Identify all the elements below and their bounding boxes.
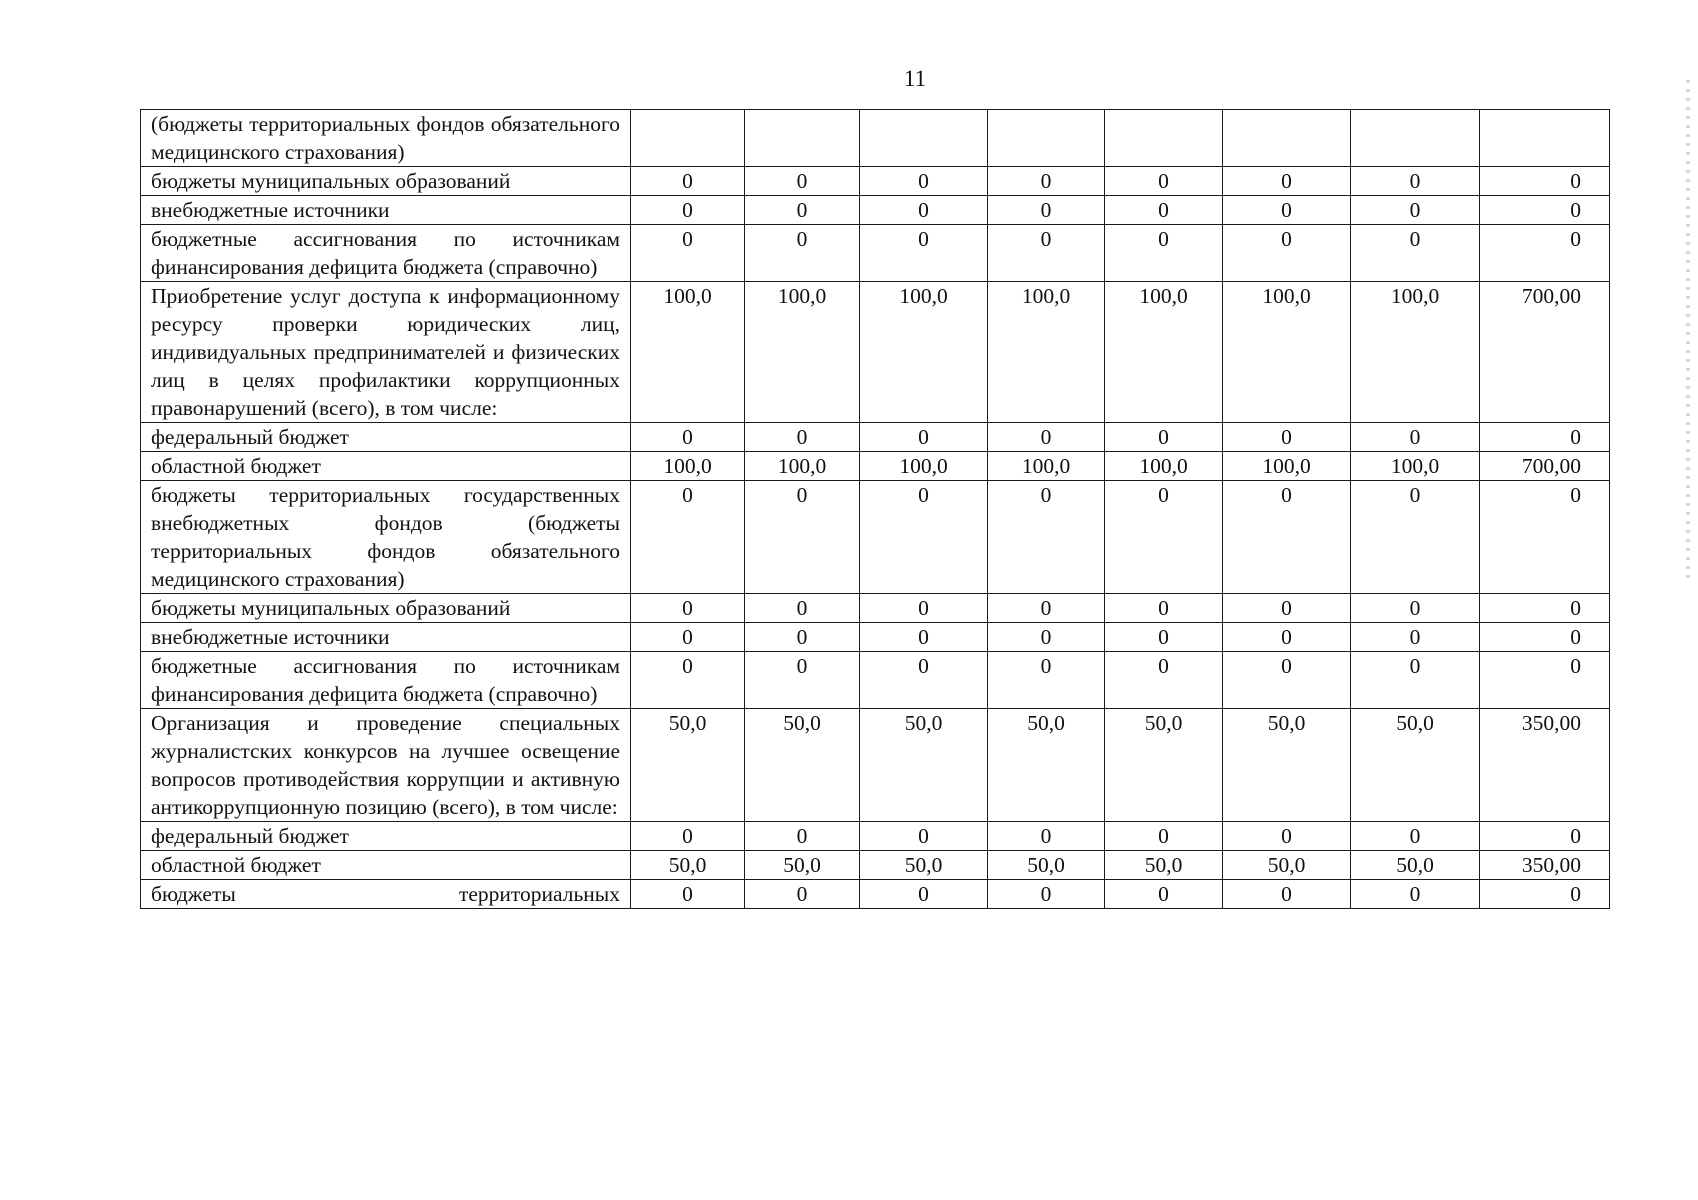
row-value-cell: 50,0 <box>745 851 860 880</box>
row-value-cell: 0 <box>1105 225 1223 282</box>
row-value-cell: 0 <box>1351 167 1480 196</box>
row-value-cell: 0 <box>988 623 1105 652</box>
row-value-cell: 100,0 <box>1223 282 1351 423</box>
row-value-cell: 50,0 <box>631 851 745 880</box>
row-value-cell: 0 <box>1351 880 1480 909</box>
row-value-cell: 100,0 <box>745 452 860 481</box>
row-value-cell: 0 <box>631 196 745 225</box>
row-label: федеральный бюджет <box>141 822 631 851</box>
page-number: 11 <box>903 66 927 91</box>
table-row <box>141 225 1610 282</box>
row-value-cell: 0 <box>988 225 1105 282</box>
row-value-cell: 0 <box>860 225 988 282</box>
row-value-cell: 0 <box>860 423 988 452</box>
row-value-cell: 0 <box>1105 880 1223 909</box>
row-value-cell: 0 <box>1351 623 1480 652</box>
row-value-cell: 100,0 <box>988 452 1105 481</box>
table-row <box>141 481 1610 594</box>
row-value-cell: 100,0 <box>1105 452 1223 481</box>
row-value-cell: 0 <box>860 196 988 225</box>
row-value-cell <box>860 110 988 167</box>
row-value-cell: 0 <box>1223 623 1351 652</box>
row-value-cell: 0 <box>988 423 1105 452</box>
row-value-cell: 0 <box>1105 594 1223 623</box>
row-total-cell: 0 <box>1480 225 1610 282</box>
row-value-cell: 0 <box>1105 167 1223 196</box>
row-value-cell: 0 <box>631 423 745 452</box>
row-value-cell: 50,0 <box>860 709 988 822</box>
row-total-cell: 0 <box>1480 423 1610 452</box>
row-value-cell: 0 <box>1223 880 1351 909</box>
row-label: областной бюджет <box>141 452 631 481</box>
row-value-cell: 100,0 <box>1351 282 1480 423</box>
row-value-cell: 0 <box>631 225 745 282</box>
row-value-cell: 0 <box>1351 481 1480 594</box>
row-value-cell: 50,0 <box>860 851 988 880</box>
row-value-cell: 0 <box>745 167 860 196</box>
row-value-cell: 0 <box>1105 822 1223 851</box>
row-value-cell: 0 <box>988 880 1105 909</box>
row-value-cell: 0 <box>1223 594 1351 623</box>
row-value-cell: 0 <box>860 880 988 909</box>
row-value-cell: 0 <box>1105 196 1223 225</box>
row-value-cell: 0 <box>1105 652 1223 709</box>
row-value-cell: 100,0 <box>631 452 745 481</box>
row-value-cell: 0 <box>745 225 860 282</box>
row-value-cell <box>1351 110 1480 167</box>
row-value-cell: 0 <box>1223 423 1351 452</box>
table-row <box>141 652 1610 709</box>
row-value-cell: 0 <box>860 167 988 196</box>
row-total-cell: 0 <box>1480 652 1610 709</box>
row-value-cell: 0 <box>988 167 1105 196</box>
row-total-cell: 700,00 <box>1480 452 1610 481</box>
row-value-cell: 50,0 <box>631 709 745 822</box>
row-value-cell: 0 <box>860 594 988 623</box>
row-value-cell: 50,0 <box>1351 709 1480 822</box>
table-row <box>141 452 1610 481</box>
row-value-cell: 0 <box>1351 196 1480 225</box>
row-value-cell: 0 <box>1223 481 1351 594</box>
row-label: бюджеты территориальных <box>141 880 631 909</box>
row-value-cell: 0 <box>1223 167 1351 196</box>
row-value-cell: 0 <box>1223 196 1351 225</box>
row-value-cell: 100,0 <box>631 282 745 423</box>
row-value-cell: 50,0 <box>1223 851 1351 880</box>
row-value-cell: 0 <box>988 594 1105 623</box>
row-value-cell: 0 <box>1105 423 1223 452</box>
row-value-cell: 0 <box>988 822 1105 851</box>
row-value-cell: 0 <box>631 652 745 709</box>
table-row <box>141 623 1610 652</box>
row-total-cell: 700,00 <box>1480 282 1610 423</box>
row-value-cell: 0 <box>745 652 860 709</box>
row-value-cell: 0 <box>631 167 745 196</box>
scan-edge-mark <box>1686 80 1690 580</box>
row-value-cell: 50,0 <box>745 709 860 822</box>
row-value-cell <box>631 110 745 167</box>
row-total-cell: 0 <box>1480 594 1610 623</box>
row-total-cell: 0 <box>1480 196 1610 225</box>
row-value-cell: 0 <box>1351 225 1480 282</box>
row-value-cell: 50,0 <box>1223 709 1351 822</box>
row-value-cell <box>988 110 1105 167</box>
row-value-cell: 100,0 <box>860 282 988 423</box>
row-value-cell: 0 <box>1105 623 1223 652</box>
row-value-cell: 100,0 <box>1223 452 1351 481</box>
row-total-cell: 0 <box>1480 880 1610 909</box>
row-total-cell: 0 <box>1480 623 1610 652</box>
row-value-cell <box>1105 110 1223 167</box>
row-value-cell: 50,0 <box>1105 709 1223 822</box>
row-value-cell: 0 <box>860 652 988 709</box>
row-label: бюджеты территориальных государственных внебюджетных фондов (бюджеты территориальных фондов обязательного медицинского страхования) <box>141 481 631 594</box>
table-row <box>141 880 1610 909</box>
row-value-cell: 100,0 <box>860 452 988 481</box>
row-value-cell: 0 <box>1351 822 1480 851</box>
row-label: бюджетные ассигнования по источникам финансирования дефицита бюджета (справочно) <box>141 225 631 282</box>
table-row <box>141 423 1610 452</box>
row-value-cell: 0 <box>1105 481 1223 594</box>
row-value-cell: 0 <box>1351 423 1480 452</box>
row-value-cell: 50,0 <box>1105 851 1223 880</box>
row-value-cell: 0 <box>631 822 745 851</box>
row-value-cell: 100,0 <box>988 282 1105 423</box>
row-value-cell: 50,0 <box>988 851 1105 880</box>
row-total-cell: 0 <box>1480 822 1610 851</box>
table-row <box>141 196 1610 225</box>
row-total-cell: 350,00 <box>1480 851 1610 880</box>
row-label: внебюджетные источники <box>141 623 631 652</box>
row-value-cell: 0 <box>988 196 1105 225</box>
row-value-cell: 0 <box>745 880 860 909</box>
row-value-cell: 0 <box>1223 225 1351 282</box>
row-value-cell: 50,0 <box>1351 851 1480 880</box>
table-row <box>141 822 1610 851</box>
row-value-cell: 100,0 <box>745 282 860 423</box>
row-value-cell: 0 <box>631 880 745 909</box>
row-value-cell: 0 <box>860 481 988 594</box>
row-label: областной бюджет <box>141 851 631 880</box>
row-value-cell: 0 <box>745 623 860 652</box>
row-value-cell: 0 <box>1351 652 1480 709</box>
row-value-cell: 0 <box>988 652 1105 709</box>
row-value-cell: 0 <box>745 822 860 851</box>
row-value-cell: 100,0 <box>1105 282 1223 423</box>
row-value-cell: 100,0 <box>1351 452 1480 481</box>
table-body <box>141 110 1610 909</box>
row-label: бюджеты муниципальных образований <box>141 594 631 623</box>
table-row <box>141 851 1610 880</box>
row-label: Приобретение услуг доступа к информационному ресурсу проверки юридических лиц, индивидуальных предпринимателей и физических лиц в целях профилактики коррупционных правонарушений (всего), в том числе: <box>141 282 631 423</box>
row-label: Организация и проведение специальных журналистских конкурсов на лучшее освещение вопросов противодействия коррупции и активную антикоррупционную позицию (всего), в том числе: <box>141 709 631 822</box>
row-value-cell: 0 <box>745 196 860 225</box>
table-row <box>141 594 1610 623</box>
table-row <box>141 282 1610 423</box>
row-value-cell: 50,0 <box>988 709 1105 822</box>
row-value-cell: 0 <box>860 623 988 652</box>
row-label: внебюджетные источники <box>141 196 631 225</box>
row-value-cell: 0 <box>1223 822 1351 851</box>
row-value-cell: 0 <box>988 481 1105 594</box>
row-value-cell: 0 <box>631 623 745 652</box>
table-row <box>141 709 1610 822</box>
row-value-cell <box>1223 110 1351 167</box>
row-total-cell: 0 <box>1480 481 1610 594</box>
row-total-cell: 350,00 <box>1480 709 1610 822</box>
row-value-cell: 0 <box>1223 652 1351 709</box>
row-label: федеральный бюджет <box>141 423 631 452</box>
row-total-cell <box>1480 110 1610 167</box>
row-label: бюджеты муниципальных образований <box>141 167 631 196</box>
row-value-cell <box>745 110 860 167</box>
row-total-cell: 0 <box>1480 167 1610 196</box>
row-value-cell: 0 <box>745 594 860 623</box>
table-row <box>141 167 1610 196</box>
row-value-cell: 0 <box>631 594 745 623</box>
row-label: (бюджеты территориальных фондов обязательного медицинского страхования) <box>141 110 631 167</box>
row-value-cell: 0 <box>745 481 860 594</box>
row-value-cell: 0 <box>860 822 988 851</box>
budget-table <box>140 109 1610 909</box>
row-label: бюджетные ассигнования по источникам финансирования дефицита бюджета (справочно) <box>141 652 631 709</box>
row-value-cell: 0 <box>1351 594 1480 623</box>
row-value-cell: 0 <box>631 481 745 594</box>
row-value-cell: 0 <box>745 423 860 452</box>
table-row <box>141 110 1610 167</box>
